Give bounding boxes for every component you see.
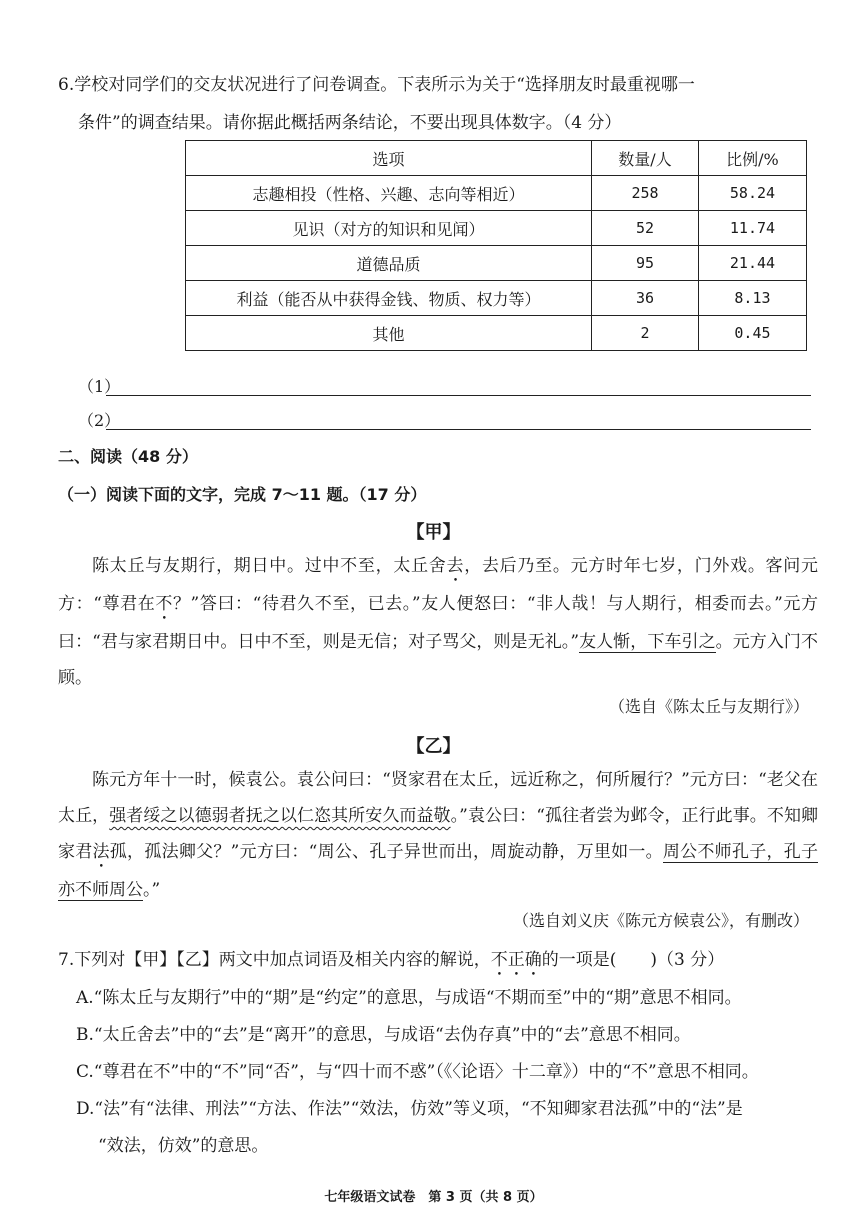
jia-source: （选自《陈太丘与友期行》） [608, 697, 809, 716]
question-6 [58, 66, 695, 142]
jia-underlined: 友人惭，下车引之 [579, 632, 716, 652]
yi-passage [58, 762, 818, 908]
section-2-title: 二、阅读（48 分） [58, 447, 198, 466]
survey-table [185, 140, 807, 351]
q7-option-b[interactable]: B.“太丘舍去”中的“去”是“离开”的意思，与成语“去伪存真”中的“去”意思不相同。 [76, 1025, 691, 1045]
yi-text-2: 。”袁公曰：“孤往者尝为邺令，正行此事。不知卿家君 [58, 806, 819, 862]
yi-text-4: 。” [143, 880, 161, 900]
jia-text-4: 。元方入门不顾。 [58, 632, 819, 688]
cell-option: 志趣相投（性格、兴趣、志向等相近） [186, 176, 592, 211]
answer-label-2: （2） [78, 411, 121, 430]
page-footer: 七年级语文试卷 第 3 页（共 8 页） [324, 1190, 543, 1205]
jia-dotted-2: 不 [155, 594, 173, 614]
answer-line-2[interactable] [106, 429, 811, 430]
answer-line-1[interactable] [106, 395, 811, 396]
table-row [186, 246, 807, 281]
yi-dotted: 法 [92, 842, 110, 862]
jia-passage [58, 548, 818, 696]
cell-ratio: 21.44 [698, 246, 806, 281]
q7-option-d-cont: “效法，仿效”的意思。 [98, 1136, 269, 1156]
yi-underlined: 周公不师孔子，孔子亦不师周公 [58, 842, 819, 900]
cell-count: 52 [592, 211, 699, 246]
cell-count: 95 [592, 246, 699, 281]
q7-stem-dotted: 不正确 [490, 950, 542, 970]
section-2-sub1: （一）阅读下面的文字，完成 7～11 题。（17 分） [58, 485, 427, 504]
cell-ratio: 11.74 [698, 211, 806, 246]
jia-mark: 【甲】 [406, 522, 461, 543]
header-count: 数量/人 [592, 141, 699, 176]
q7-stem-a: 7.下列对【甲】【乙】两文中加点词语及相关内容的解说， [58, 950, 491, 970]
table-row [186, 211, 807, 246]
cell-ratio: 58.24 [698, 176, 806, 211]
yi-text-1: 陈元方年十一时，候袁公。袁公问曰：“贤家君在太丘，远近称之，何所履行？”元方曰：“老父在太丘， [58, 770, 818, 826]
cell-ratio: 8.13 [698, 281, 806, 316]
cell-option: 利益（能否从中获得金钱、物质、权力等） [186, 281, 592, 316]
cell-ratio: 0.45 [698, 316, 806, 351]
yi-mark: 【乙】 [406, 736, 461, 757]
jia-text-1: 陈太丘与友期行，期日中。过中不至，太丘舍 [92, 556, 447, 576]
table-row [186, 316, 807, 351]
answer-label-1: （1） [78, 377, 121, 396]
jia-text-2: ，去后乃至。元方时年七岁，门外戏。客问元方：“尊君在 [58, 556, 819, 614]
jia-dotted-1: 去 [446, 556, 465, 576]
header-ratio: 比例/% [698, 141, 806, 176]
question-7 [58, 942, 818, 1165]
cell-option: 其他 [186, 316, 592, 351]
cell-option: 见识（对方的知识和见闻） [186, 211, 592, 246]
table-header-row [186, 141, 807, 176]
cell-count: 2 [592, 316, 699, 351]
yi-source: （选自刘义庆《陈元方候袁公》，有删改） [512, 911, 809, 930]
q7-option-c[interactable]: C.“尊君在不”中的“不”同“否”，与“四十而不惑”（《〈论语〉十二章》）中的“不”意思不相同。 [76, 1062, 759, 1082]
q6-line2: 条件”的调查结果。请你据此概括两条结论，不要出现具体数字。（4 分） [78, 113, 622, 133]
q7-option-a[interactable]: A.“陈太丘与友期行”中的“期”是“约定”的意思，与成语“不期而至”中的“期”意思不相同。 [76, 988, 742, 1008]
table-row [186, 176, 807, 211]
header-option: 选项 [186, 141, 592, 176]
jia-text-3: ？”答曰：“待君久不至，已去。”友人便怒曰：“非人哉！与人期行，相委而去。”元方曰：“君与家君期日中。日中不至，则是无信；对子骂父，则是无礼。” [58, 594, 818, 652]
cell-count: 36 [592, 281, 699, 316]
yi-wavy-underlined: 强者绥之以德弱者抚之以仁恣其所安久而益敬 [109, 806, 451, 826]
q7-stem-b: 的一项是( )（3 分） [541, 950, 725, 970]
q7-option-d[interactable]: D.“法”有“法律、刑法”“方法、作法”“效法，仿效”等义项，“不知卿家君法孤”中的“法”是 [76, 1099, 743, 1119]
table-row [186, 281, 807, 316]
cell-count: 258 [592, 176, 699, 211]
yi-text-3: 孤，孤法卿父？”元方曰：“周公、孔子异世而出，周旋动静，万里如一。 [109, 842, 663, 862]
q6-line1: 6.学校对同学们的交友状况进行了问卷调查。下表所示为关于“选择朋友时最重视哪一 [58, 75, 695, 95]
cell-option: 道德品质 [186, 246, 592, 281]
